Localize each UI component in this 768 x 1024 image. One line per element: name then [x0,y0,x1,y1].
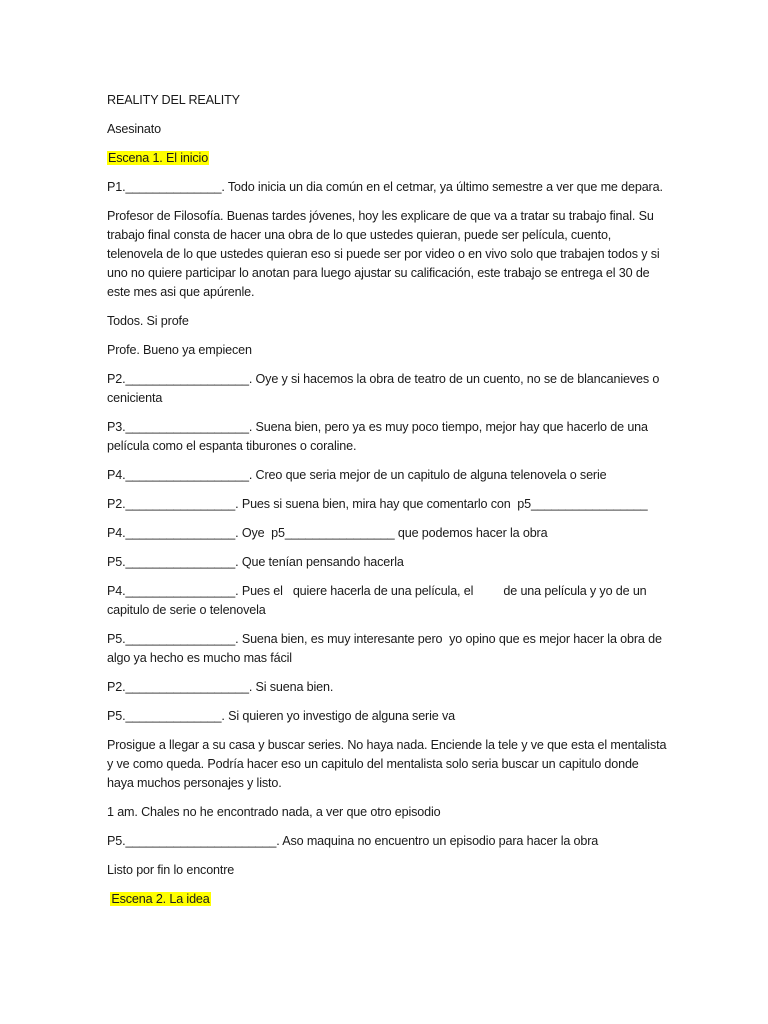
paragraph: P2.________________. Pues si suena bien, mira hay que comentarlo con p5_________________ [107,497,648,511]
paragraph: Profe. Bueno ya empiecen [107,343,252,357]
paragraph: P5.______________. Si quieren yo investigo de alguna serie va [107,709,455,723]
highlighted-heading: Escena 1. El inicio [108,151,209,165]
paragraph: P2.__________________. Si suena bien. [107,680,334,694]
document-title: REALITY DEL REALITY [107,93,240,107]
paragraph: Prosigue a llegar a su casa y buscar series. No haya nada. Enciende la tele y ve que esta el mentalista y ve como queda. Podría hacer eso un capitulo del mentalista solo seria buscar un capitulo donde haya muchos personajes y listo. [107,738,670,790]
paragraph: P2.__________________. Oye y si hacemos la obra de teatro de un cuento, no se de blancanieves o cenicienta [107,372,663,405]
highlighted-heading: Escena 2. La idea [111,892,210,906]
paragraph: P4.________________. Pues el quiere hacerla de una película, el de una película y yo de un capitulo de serie o telenovela [107,584,650,617]
scene-heading-1 [107,149,668,168]
paragraph: P4.________________. Oye p5________________ que podemos hacer la obra [107,526,548,540]
paragraph: Todos. Si profe [107,314,189,328]
scene-heading-2 [107,890,668,909]
paragraph: P5.________________. Que tenían pensando hacerla [107,555,404,569]
paragraph: Listo por fin lo encontre [107,863,235,877]
paragraph: P5.________________. Suena bien, es muy interesante pero yo opino que es mejor hacer la obra de algo ya hecho es mucho mas fácil [107,632,666,665]
paragraph: 1 am. Chales no he encontrado nada, a ver que otro episodio [107,805,441,819]
document-subtitle: Asesinato [107,122,161,136]
paragraph: Profesor de Filosofía. Buenas tardes jóvenes, hoy les explicare de que va a tratar su trabajo final. Su trabajo final consta de hacer una obra de lo que ustedes quieran, puede ser película, cuento, telenovela de lo que ustedes quieran eso si puede ser por video o en vivo solo que trabajen todos y si uno no quiere participar lo anotan para luego ajustar su calificación, este trabajo se entrega el 30 de este mes asi que apúrenle. [107,209,663,299]
paragraph: P5.______________________. Aso maquina no encuentro un episodio para hacer la obra [107,834,599,848]
paragraph: P3.__________________. Suena bien, pero ya es muy poco tiempo, mejor hay que hacerlo de una película como el espanta tiburones o coraline. [107,420,652,453]
paragraph: P4.__________________. Creo que seria mejor de un capitulo de alguna telenovela o serie [107,468,607,482]
paragraph: P1.______________. Todo inicia un dia común en el cetmar, ya último semestre a ver que me depara. [107,180,663,194]
